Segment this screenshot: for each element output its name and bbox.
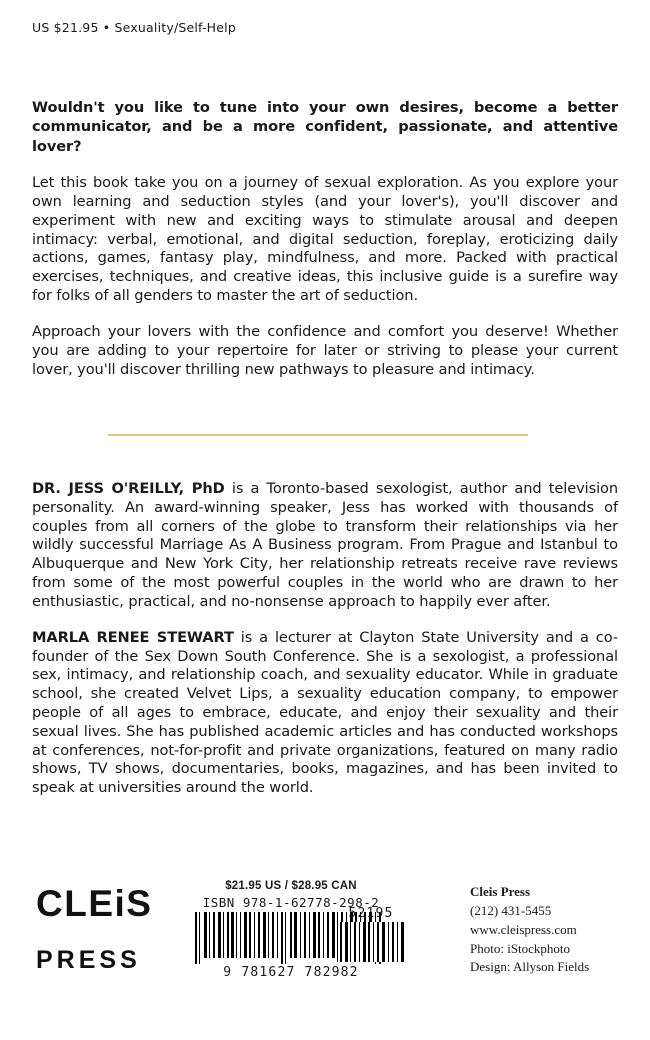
publisher-website[interactable]: www.cleispress.com [470, 921, 577, 937]
author-bio-text: is a Toronto-based sexologist, author and television personality. An award-winning speaker, Jess has worked with thousands of couples from all corners of the globe to transform their relationships via her wildly successful Marriage As A Business program. From Prague and Istanbul to Albuquerque and New York City, her relationship retreats receive rave reviews from some of the most powerful couples in the world who are drawn to her enthusiastic, practical, and no-nonsense approach to happily ever after. [32, 480, 619, 610]
photo-credit: Photo: iStockphoto [470, 940, 571, 956]
headline-text: Wouldn't you like to tune into your own desires, become a better communicator, and be a more confident, passionate, and attentive lover? [32, 99, 618, 155]
author-bio [32, 480, 618, 612]
author-bio [32, 629, 618, 798]
publisher-phone: (212) 431-5455 [470, 902, 552, 918]
publisher-logo [36, 885, 152, 973]
publisher-name: Cleis Press [470, 884, 531, 899]
publisher-logo-line-2: PRESS [36, 946, 141, 974]
barcode-addon-bars [335, 922, 407, 962]
barcode-price: $21.95 US / $28.95 CAN [225, 880, 357, 892]
author-name: DR. JESS O'REILLY, PhD [32, 480, 225, 497]
blurb-paragraph-1: Let this book take you on a journey of sexual exploration. As you explore your own learning and seduction styles (and your lover's), you'll discover and experiment with new and exciting ways to stimulate arousal and deepen intimacy: verbal, emotional, and digital seduction, foreplay, eroticizing daily actions, games, fantasy play, mindfulness, and more. Packed with practical exercises, techniques, and creative ideas, this inclusive guide is a surefire way for folks of all genders to master the art of seduction. [32, 174, 618, 305]
design-credit: Design: Allyson Fields [470, 959, 590, 975]
footer-section [0, 880, 650, 1040]
price-category-line: US $21.95 • Sexuality/Self-Help [32, 20, 236, 35]
blurb-section [32, 98, 618, 379]
author-bios-section [32, 480, 618, 815]
barcode-addon-digits: 52195 [348, 906, 394, 921]
isbn-text: ISBN 978-1-62778-298-2 [202, 895, 380, 910]
barcode-addon [332, 906, 410, 966]
author-bio-text: is a lecturer at Clayton State University and a co-founder of the Sex Down South Conference. She is a sexologist, a professional sex, intimacy, and relationship coach, and sexuality educator. While in graduate school, she created Velvet Lips, a sexuality education company, to empower people of all ages to embrace, educate, and enjoy their sexuality and their sexual lives. She has published academic articles and has conducted workshops at conferences, not-for-profit and private organizations, featured on many radio shows, TV shows, documentaries, books, magazines, and has been invited to speak at universities around the world. [32, 628, 618, 797]
divider [108, 434, 528, 436]
blurb-paragraph-2: Approach your lovers with the confidence and comfort you deserve! Whether you are adding to your repertoire for later or striving to please your current lover, you'll discover thrilling new pathways to pleasure and intimacy. [32, 322, 618, 378]
gold-rule [108, 434, 528, 436]
barcode-digits: 9 781627 782982 [223, 965, 359, 980]
author-name: MARLA RENEE STEWART [32, 628, 234, 646]
publisher-info [470, 883, 630, 977]
publisher-logo-line-1: CLEiS [36, 883, 153, 924]
